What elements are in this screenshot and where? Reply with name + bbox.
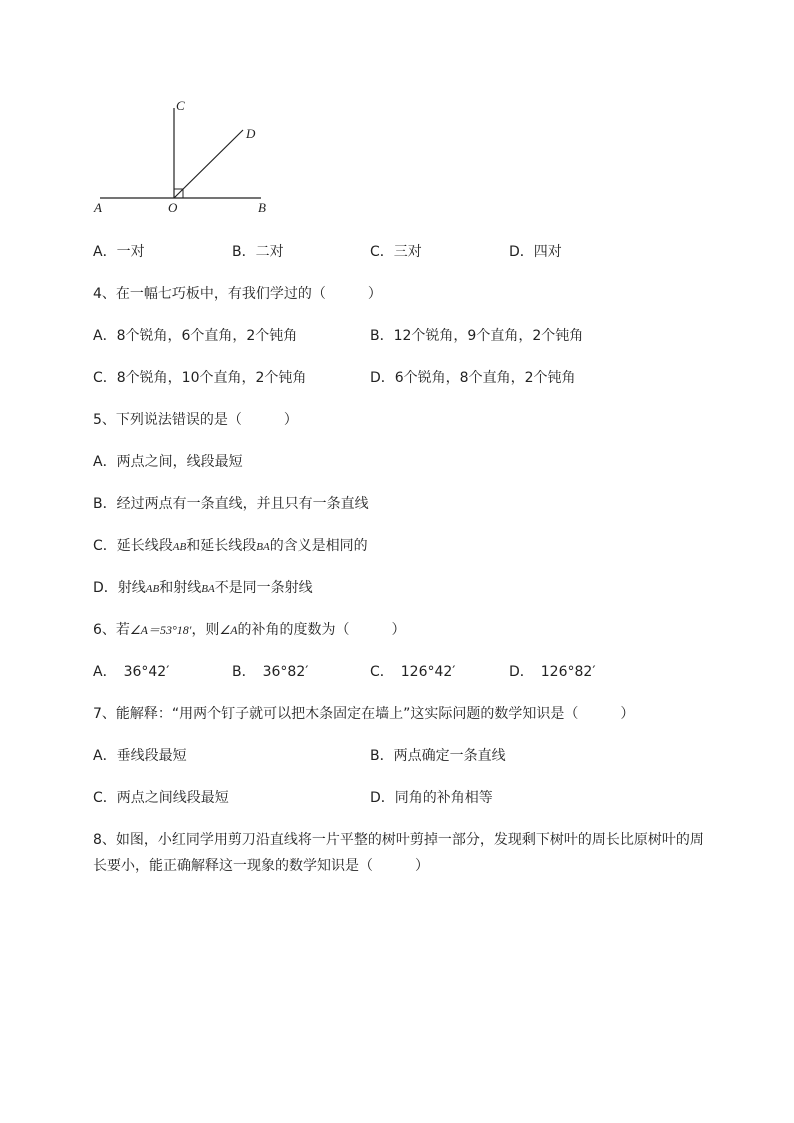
q5-option-d-mid: 和射线 (159, 580, 202, 596)
q3-option-c[interactable]: C．三对 (370, 244, 422, 260)
q6-stem (93, 619, 406, 639)
q5-option-c-mid: 和延长线段 (186, 538, 257, 554)
q6-angle-ref: ∠A (219, 623, 238, 637)
q7-option-b[interactable]: B．两点确定一条直线 (370, 748, 506, 764)
q5-option-c-pre: C．延长线段 (93, 538, 173, 554)
q6-stem-pre: 6、若 (93, 622, 130, 638)
q6-stem-mid: ，则 (191, 622, 220, 638)
q5-option-c[interactable] (93, 535, 368, 555)
q6-option-c[interactable]: C． 126°42′ (370, 664, 456, 680)
q5-option-d-var1: AB (145, 583, 160, 595)
q6-option-a[interactable]: A． 36°42′ (93, 664, 170, 680)
q6-angle-given: ∠A＝53°18′ (129, 623, 192, 637)
q3-option-a[interactable]: A．一对 (93, 244, 145, 260)
point-label-d: D (246, 126, 256, 141)
q7-option-d[interactable]: D．同角的补角相等 (370, 790, 493, 806)
q5-option-d[interactable] (93, 577, 313, 597)
q4-option-a[interactable]: A．8个锐角，6个直角，2个钝角 (93, 328, 298, 344)
q6-stem-post: 的补角的度数为（ ） (237, 622, 406, 638)
q5-option-c-post: 的含义是相同的 (269, 538, 368, 554)
q4-option-b[interactable]: B．12个锐角，9个直角，2个钝角 (370, 328, 584, 344)
q7-option-a[interactable]: A．垂线段最短 (93, 748, 187, 764)
q5-option-d-pre: D．射线 (93, 580, 146, 596)
q5-option-d-var2: BA (201, 583, 215, 595)
q5-stem: 5、下列说法错误的是（ ） (93, 412, 298, 428)
q3-option-d[interactable]: D．四对 (509, 244, 562, 260)
angle-figure (88, 96, 288, 226)
q8-stem-line2: 长要小，能正确解释这一现象的数学知识是（ ） (93, 858, 429, 874)
q3-option-b[interactable]: B．二对 (232, 244, 284, 260)
point-label-a: A (94, 200, 102, 215)
q8-stem-line1: 8、如图，小红同学用剪刀沿直线将一片平整的树叶剪掉一部分，发现剩下树叶的周长比原树叶的周 (93, 832, 704, 848)
point-label-b: B (258, 200, 266, 215)
q6-option-d[interactable]: D． 126°82′ (509, 664, 596, 680)
q5-option-b[interactable]: B．经过两点有一条直线，并且只有一条直线 (93, 496, 369, 512)
q5-option-c-var2: BA (256, 541, 270, 553)
point-label-c: C (176, 98, 185, 113)
q4-stem: 4、在一幅七巧板中，有我们学过的（ ） (93, 286, 382, 302)
q5-option-a[interactable]: A．两点之间，线段最短 (93, 454, 243, 470)
q4-option-d[interactable]: D．6个锐角，8个直角，2个钝角 (370, 370, 576, 386)
q7-stem: 7、能解释：“用两个钉子就可以把木条固定在墙上”这实际问题的数学知识是（ ） (93, 706, 635, 722)
point-label-o: O (168, 200, 178, 215)
q7-option-c[interactable]: C．两点之间线段最短 (93, 790, 229, 806)
q4-option-c[interactable]: C．8个锐角，10个直角，2个钝角 (93, 370, 307, 386)
ray-od (174, 130, 243, 198)
q6-option-b[interactable]: B． 36°82′ (232, 664, 309, 680)
q5-option-c-var1: AB (172, 541, 187, 553)
q5-option-d-post: 不是同一条射线 (214, 580, 313, 596)
